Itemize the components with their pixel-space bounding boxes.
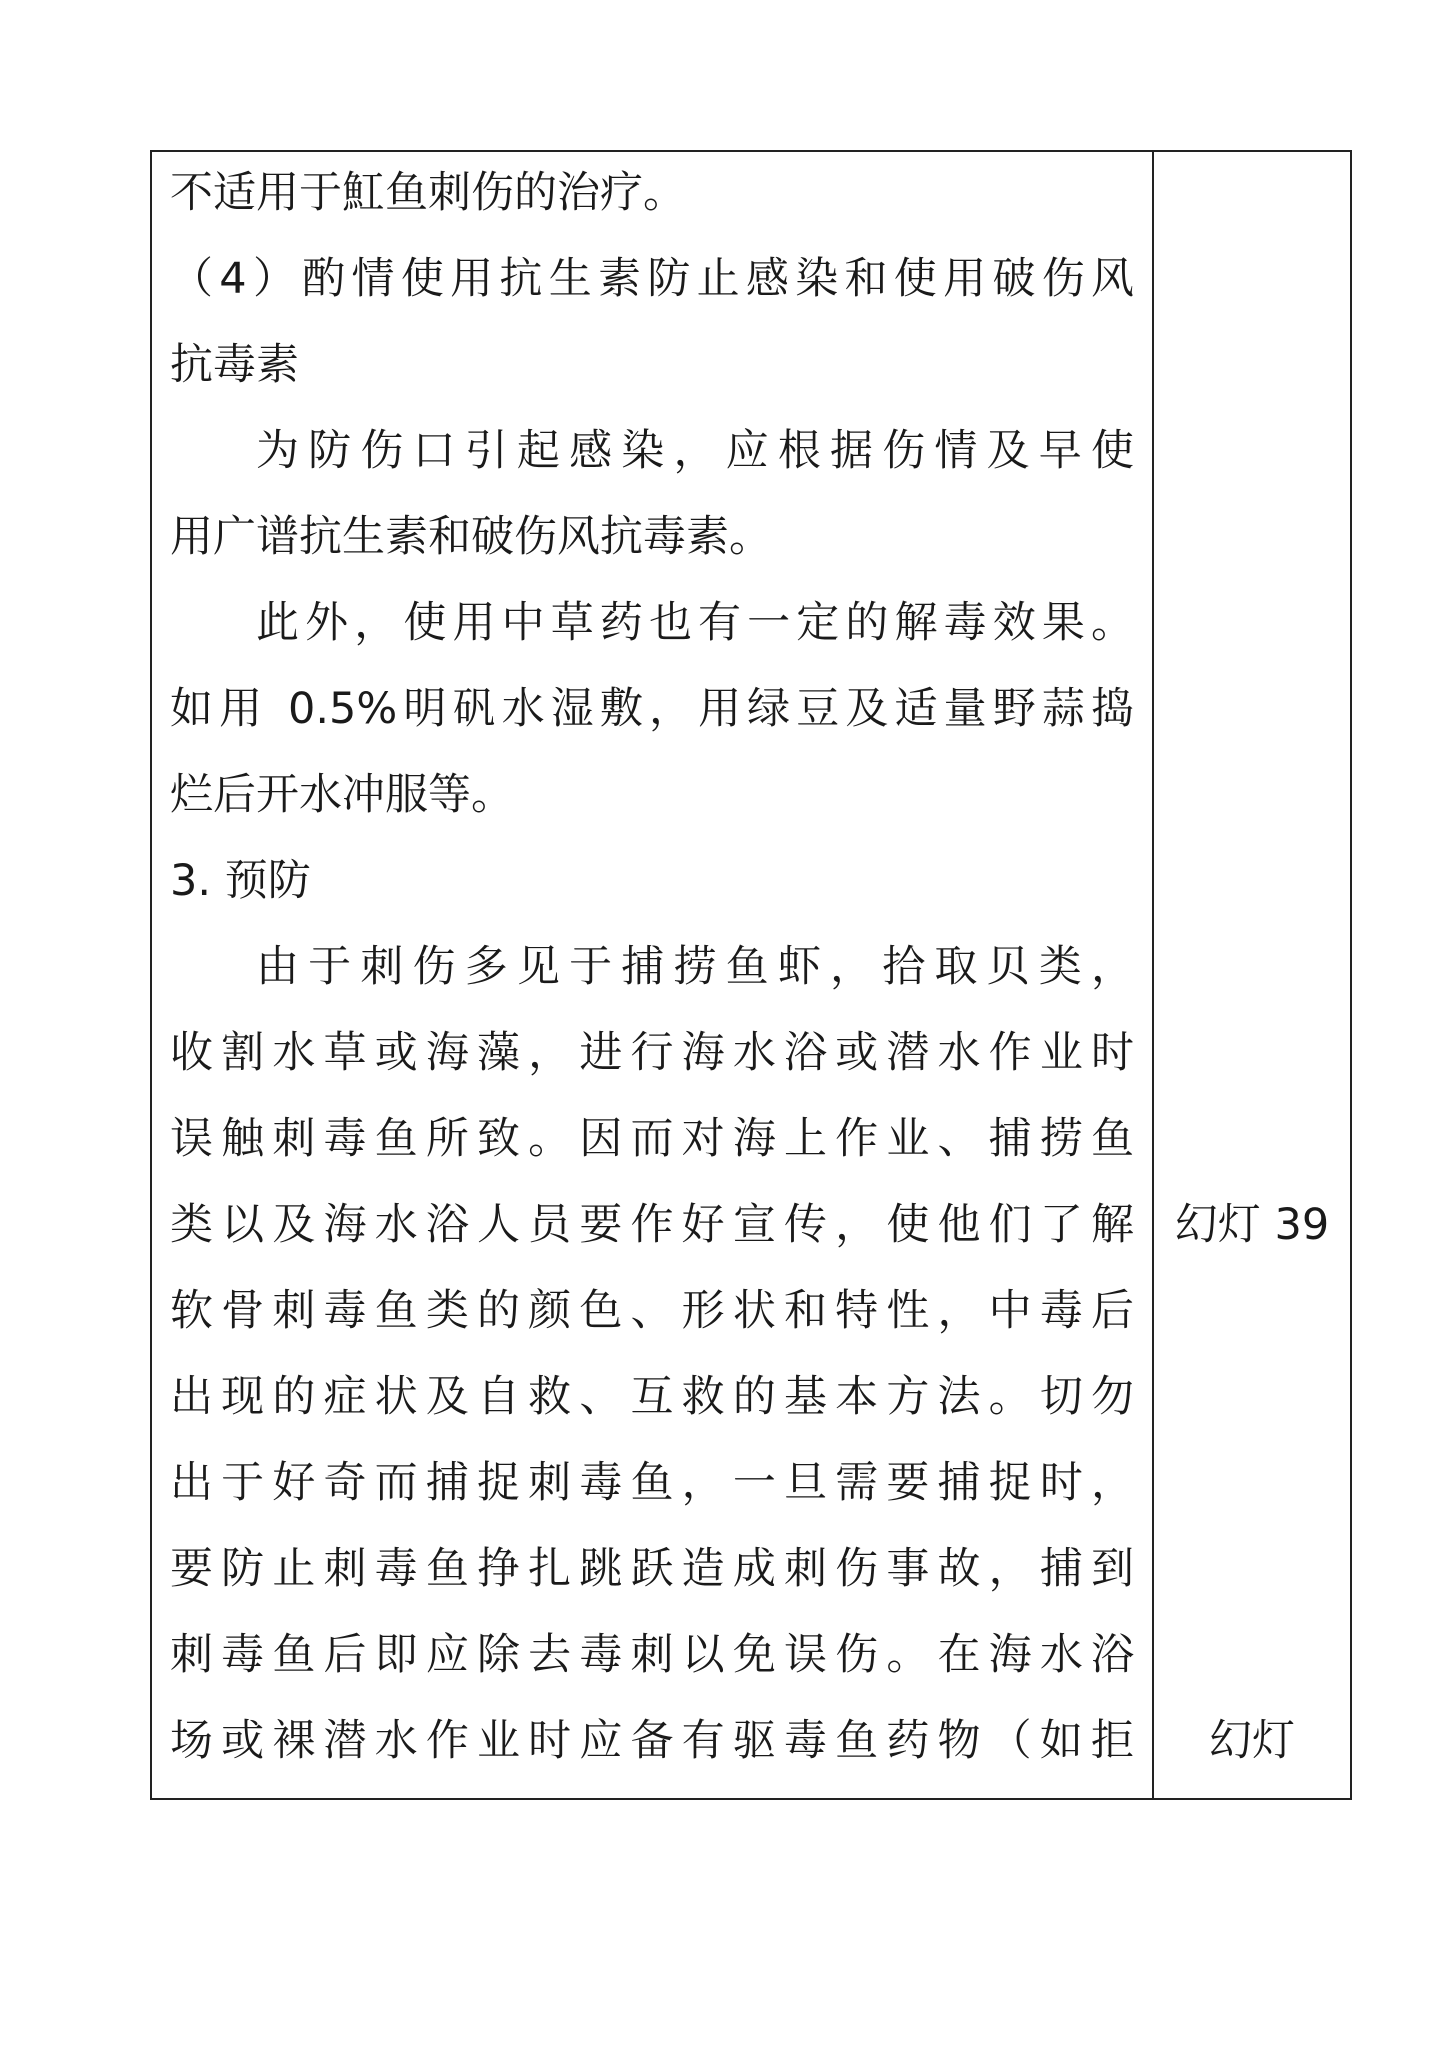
text-line: 类以及海水浴人员要作好宣传，使他们了解 (170, 1200, 1134, 1250)
text-line: 软骨刺毒鱼类的颜色、形状和特性，中毒后 (170, 1286, 1134, 1336)
text-line: 如用 0.5%明矾水湿敷，用绿豆及适量野蒜捣 (170, 684, 1134, 734)
text-line: 刺毒鱼后即应除去毒刺以免误伤。在海水浴 (170, 1630, 1134, 1680)
notes-column (1154, 152, 1350, 1798)
text-line: 收割水草或海藻，进行海水浴或潜水作业时 (170, 1028, 1134, 1078)
text-line: 要防止刺毒鱼挣扎跳跃造成刺伤事故，捕到 (170, 1544, 1134, 1594)
text-line: 此外，使用中草药也有一定的解毒效果。 (256, 598, 1134, 648)
text-line: （4）酌情使用抗生素防止感染和使用破伤风 (170, 254, 1134, 304)
text-line: 误触刺毒鱼所致。因而对海上作业、捕捞鱼 (170, 1114, 1134, 1164)
text-line: 为防伤口引起感染，应根据伤情及早使 (256, 426, 1134, 476)
text-line: 出现的症状及自救、互救的基本方法。切勿 (170, 1372, 1134, 1422)
text-line: 场或裸潜水作业时应备有驱毒鱼药物（如拒 (170, 1716, 1134, 1766)
text-line: 抗毒素 (170, 340, 299, 390)
slide-note: 幻灯 39 (1174, 1200, 1330, 1250)
text-line: 烂后开水冲服等。 (170, 770, 514, 820)
text-line: 不适用于魟鱼刺伤的治疗。 (170, 168, 686, 218)
text-line: 出于好奇而捕捉刺毒鱼，一旦需要捕捉时， (170, 1458, 1134, 1508)
lesson-table (150, 150, 1352, 1800)
text-line: 用广谱抗生素和破伤风抗毒素。 (170, 512, 772, 562)
section-heading: 3. 预防 (170, 856, 311, 906)
slide-note: 幻灯 (1209, 1716, 1295, 1766)
text-line: 由于刺伤多见于捕捞鱼虾，拾取贝类， (256, 942, 1134, 992)
content-column (152, 152, 1154, 1798)
